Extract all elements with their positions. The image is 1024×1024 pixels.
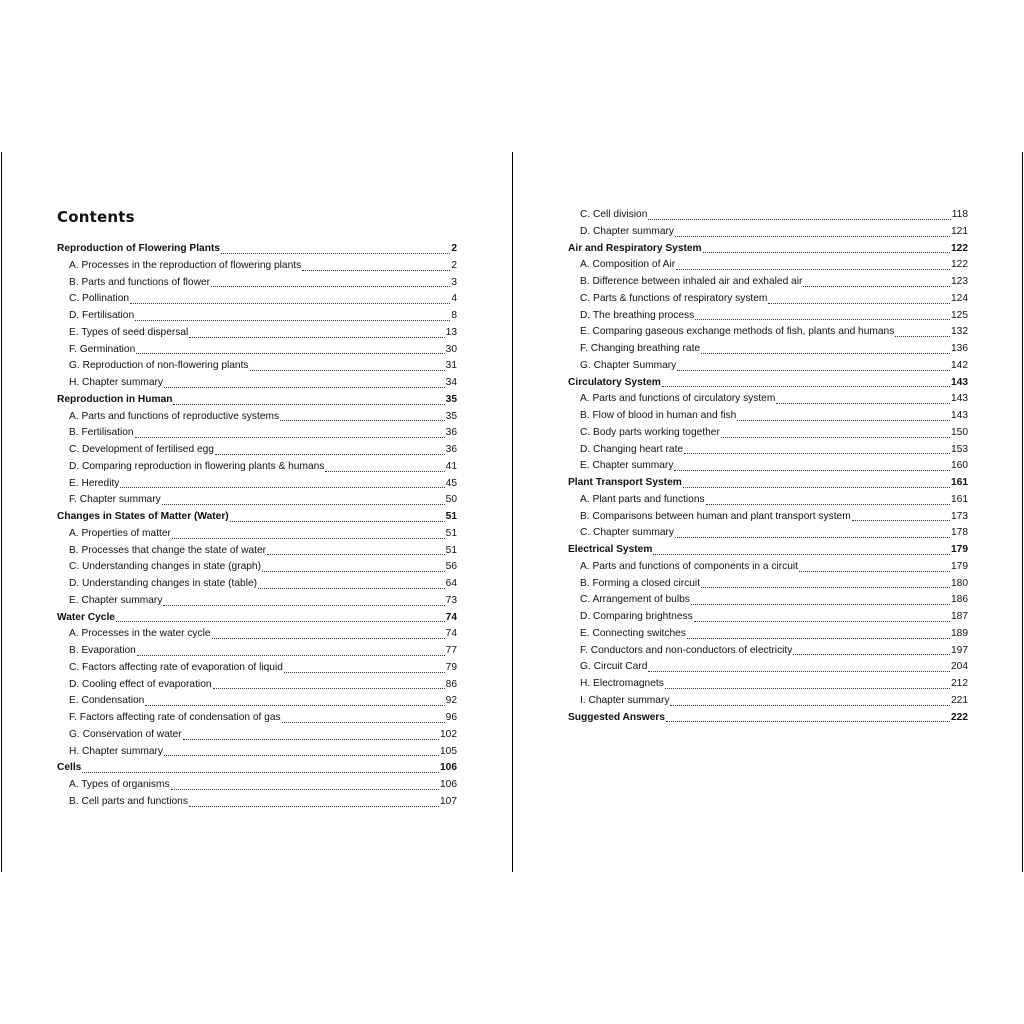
toc-entry-label: D. Cooling effect of evaporation bbox=[69, 678, 212, 690]
toc-page-number: 51 bbox=[445, 544, 457, 556]
toc-page-number: 136 bbox=[951, 343, 968, 354]
toc-entry-label: B. Evaporation bbox=[69, 645, 136, 656]
toc-page-number: 3 bbox=[451, 276, 457, 288]
toc-page-number: 118 bbox=[951, 209, 968, 220]
dot-leader bbox=[163, 605, 444, 606]
toc-page-number: 4 bbox=[451, 293, 457, 305]
toc-entry-label: A. Plant parts and functions bbox=[580, 493, 705, 505]
dot-leader bbox=[136, 353, 444, 354]
toc-entry-d-comparing-reproduction-in-flowering-plants-humans[interactable] bbox=[57, 459, 457, 476]
toc-entry-b-evaporation[interactable] bbox=[57, 643, 457, 660]
toc-right-column bbox=[568, 207, 968, 726]
dot-leader bbox=[776, 403, 950, 404]
toc-entry-label: B. Fertilisation bbox=[69, 427, 134, 439]
dot-leader bbox=[120, 487, 444, 488]
toc-entry-c-chapter-summary[interactable] bbox=[568, 525, 968, 542]
toc-page-number: 8 bbox=[451, 310, 457, 321]
toc-entry-label: G. Chapter Summary bbox=[580, 359, 677, 371]
toc-entry-label: G. Circuit Card bbox=[580, 661, 648, 673]
toc-entry-label: Reproduction in Human bbox=[57, 393, 173, 405]
toc-page-number: 73 bbox=[445, 594, 457, 606]
dot-leader bbox=[703, 252, 950, 253]
toc-page-number: 45 bbox=[445, 477, 457, 489]
toc-page-number: 31 bbox=[445, 360, 457, 372]
toc-entry-label: Changes in States of Matter (Water) bbox=[57, 511, 229, 522]
toc-page-number: 153 bbox=[951, 443, 968, 455]
toc-entry-label: F. Conductors and non-conductors of electricity bbox=[580, 644, 793, 656]
toc-entry-label: C. Factors affecting rate of evaporation of liquid bbox=[69, 661, 283, 673]
dot-leader bbox=[130, 303, 450, 304]
toc-page-number: 161 bbox=[951, 477, 968, 488]
toc-entry-e-chapter-summary[interactable] bbox=[568, 458, 968, 475]
toc-page-number: 123 bbox=[951, 276, 968, 287]
toc-entry-label: Air and Respiratory System bbox=[568, 242, 702, 254]
toc-entry-f-conductors-and-non-conductors-of-electricity[interactable] bbox=[568, 643, 968, 660]
toc-entry-g-circuit-card[interactable] bbox=[568, 659, 968, 676]
toc-entry-label: C. Parts & functions of respiratory system bbox=[580, 292, 768, 304]
toc-entry-label: E. Comparing gaseous exchange methods of fish, plants and humans bbox=[580, 326, 895, 338]
toc-entry-a-properties-of-matter[interactable] bbox=[57, 526, 457, 543]
dot-leader bbox=[215, 454, 445, 455]
toc-entry-d-understanding-changes-in-state-table[interactable] bbox=[57, 576, 457, 593]
toc-page-number: 86 bbox=[445, 678, 457, 690]
left-page-edge bbox=[1, 152, 2, 872]
dot-leader bbox=[221, 253, 450, 254]
toc-entry-label: A. Parts and functions of components in a circuit bbox=[580, 560, 799, 572]
toc-page-number: 56 bbox=[445, 561, 457, 573]
toc-entry-label: Cells bbox=[57, 762, 82, 774]
toc-entry-label: D. Chapter summary bbox=[580, 225, 674, 237]
toc-entry-g-reproduction-of-non-flowering-plants[interactable] bbox=[57, 358, 457, 375]
toc-entry-label: A. Types of organisms bbox=[69, 779, 170, 790]
dot-leader bbox=[267, 554, 445, 555]
toc-entry-d-changing-heart-rate[interactable] bbox=[568, 442, 968, 459]
toc-entry-a-parts-and-functions-of-circulatory-system[interactable] bbox=[568, 391, 968, 408]
toc-entry-label: E. Chapter summary bbox=[69, 594, 163, 606]
toc-section-cells[interactable] bbox=[57, 760, 457, 777]
toc-entry-d-fertilisation[interactable] bbox=[57, 308, 457, 325]
toc-page-number: 79 bbox=[445, 661, 457, 673]
toc-page-number: 77 bbox=[445, 645, 457, 656]
toc-entry-b-forming-a-closed-circuit[interactable] bbox=[568, 576, 968, 593]
toc-entry-label: F. Germination bbox=[69, 343, 136, 355]
toc-entry-a-parts-and-functions-of-reproductive-systems[interactable] bbox=[57, 409, 457, 426]
toc-entry-a-processes-in-the-reproduction-of-flowering-plants[interactable] bbox=[57, 258, 457, 275]
dot-leader bbox=[262, 571, 445, 572]
toc-left-column bbox=[57, 241, 457, 811]
dot-leader bbox=[768, 303, 950, 304]
toc-page-number: 2 bbox=[451, 243, 457, 254]
toc-entry-label: B. Forming a closed circuit bbox=[580, 577, 701, 589]
toc-page-number: 121 bbox=[951, 225, 968, 237]
toc-section-changes-in-states-of-matter-water[interactable] bbox=[57, 509, 457, 526]
toc-entry-label: D. Understanding changes in state (table) bbox=[69, 578, 258, 589]
toc-page-number: 179 bbox=[951, 544, 968, 555]
toc-entry-label: B. Cell parts and functions bbox=[69, 795, 188, 807]
toc-entry-d-cooling-effect-of-evaporation[interactable] bbox=[57, 677, 457, 694]
dot-leader bbox=[683, 487, 950, 488]
dot-leader bbox=[284, 672, 445, 673]
dot-leader bbox=[135, 320, 450, 321]
dot-leader bbox=[189, 806, 439, 807]
dot-leader bbox=[701, 353, 950, 354]
toc-entry-f-changing-breathing-rate[interactable] bbox=[568, 341, 968, 358]
toc-page-number: 197 bbox=[951, 644, 968, 656]
toc-entry-c-factors-affecting-rate-of-evaporation-of-liquid[interactable] bbox=[57, 660, 457, 677]
toc-entry-label: E. Connecting switches bbox=[580, 627, 686, 639]
toc-entry-label: A. Processes in the reproduction of flowering plants bbox=[69, 259, 302, 271]
dot-leader bbox=[674, 470, 950, 471]
dot-leader bbox=[684, 453, 950, 454]
toc-entry-label: D. The breathing process bbox=[580, 309, 695, 321]
dot-leader bbox=[162, 504, 445, 505]
page-title: Contents bbox=[57, 208, 135, 226]
dot-leader bbox=[212, 638, 445, 639]
dot-leader bbox=[691, 604, 950, 605]
toc-entry-a-types-of-organisms[interactable] bbox=[57, 777, 457, 794]
dot-leader bbox=[183, 739, 439, 740]
toc-page-number: 36 bbox=[445, 444, 457, 455]
toc-entry-b-cell-parts-and-functions[interactable] bbox=[57, 794, 457, 811]
toc-entry-label: Reproduction of Flowering Plants bbox=[57, 243, 220, 254]
dot-leader bbox=[250, 370, 445, 371]
toc-entry-label: I. Chapter summary bbox=[580, 694, 670, 706]
toc-entry-b-processes-that-change-the-state-of-water[interactable] bbox=[57, 543, 457, 560]
toc-page-number: 143 bbox=[951, 393, 968, 405]
toc-entry-e-types-of-seed-dispersal[interactable] bbox=[57, 325, 457, 342]
toc-page-number: 105 bbox=[440, 745, 457, 757]
toc-entry-label: F. Changing breathing rate bbox=[580, 343, 701, 354]
toc-entry-f-chapter-summary[interactable] bbox=[57, 492, 457, 509]
toc-entry-c-body-parts-working-together[interactable] bbox=[568, 425, 968, 442]
toc-page-number: 102 bbox=[440, 728, 457, 740]
toc-page-number: 125 bbox=[951, 309, 968, 321]
toc-page-number: 96 bbox=[445, 712, 457, 723]
toc-entry-label: H. Chapter summary bbox=[69, 377, 163, 388]
toc-page-number: 142 bbox=[951, 359, 968, 371]
dot-leader bbox=[648, 219, 950, 220]
toc-entry-label: A. Parts and functions of circulatory system bbox=[580, 393, 776, 405]
toc-entry-d-the-breathing-process[interactable] bbox=[568, 308, 968, 325]
toc-entry-label: E. Types of seed dispersal bbox=[69, 326, 189, 338]
dot-leader bbox=[145, 705, 444, 706]
dot-leader bbox=[164, 755, 439, 756]
dot-leader bbox=[173, 404, 444, 405]
toc-entry-e-heredity[interactable] bbox=[57, 476, 457, 493]
toc-page-number: 143 bbox=[951, 410, 968, 421]
toc-entry-label: E. Condensation bbox=[69, 695, 145, 707]
dot-leader bbox=[653, 554, 950, 555]
dot-leader bbox=[675, 537, 950, 538]
dot-leader bbox=[670, 705, 950, 706]
toc-entry-label: C. Development of fertilised egg bbox=[69, 444, 214, 455]
toc-entry-i-chapter-summary[interactable] bbox=[568, 693, 968, 710]
dot-leader bbox=[799, 571, 950, 572]
toc-entry-label: E. Heredity bbox=[69, 477, 120, 489]
dot-leader bbox=[116, 621, 445, 622]
toc-entry-c-cell-division[interactable] bbox=[568, 207, 968, 224]
dot-leader bbox=[793, 654, 950, 655]
toc-entry-label: A. Properties of matter bbox=[69, 527, 171, 539]
dot-leader bbox=[302, 270, 450, 271]
toc-section-electrical-system[interactable] bbox=[568, 542, 968, 559]
toc-section-air-and-respiratory-system[interactable] bbox=[568, 241, 968, 258]
toc-page-number: 132 bbox=[951, 326, 968, 338]
toc-page-number: 50 bbox=[445, 494, 457, 506]
toc-entry-label: C. Body parts working together bbox=[580, 426, 720, 438]
toc-section-suggested-answers[interactable] bbox=[568, 710, 968, 727]
toc-page-number: 41 bbox=[445, 460, 457, 472]
dot-leader bbox=[280, 420, 445, 421]
dot-leader bbox=[695, 319, 950, 320]
toc-page-number: 143 bbox=[951, 376, 968, 388]
toc-page-number: 74 bbox=[445, 628, 457, 640]
toc-entry-b-fertilisation[interactable] bbox=[57, 425, 457, 442]
toc-entry-label: D. Fertilisation bbox=[69, 310, 135, 321]
toc-page-number: 178 bbox=[951, 527, 968, 539]
toc-page-number: 30 bbox=[445, 343, 457, 355]
dot-leader bbox=[694, 621, 950, 622]
toc-page-number: 189 bbox=[951, 627, 968, 639]
toc-entry-a-processes-in-the-water-cycle[interactable] bbox=[57, 626, 457, 643]
toc-entry-label: C. Chapter summary bbox=[580, 527, 674, 539]
right-page-edge bbox=[1022, 152, 1023, 872]
toc-entry-label: D. Changing heart rate bbox=[580, 443, 684, 455]
toc-entry-e-chapter-summary[interactable] bbox=[57, 593, 457, 610]
toc-entry-h-chapter-summary[interactable] bbox=[57, 744, 457, 761]
toc-entry-label: A. Processes in the water cycle bbox=[69, 628, 211, 640]
toc-page-number: 204 bbox=[951, 661, 968, 673]
dot-leader bbox=[137, 655, 445, 656]
toc-page-number: 150 bbox=[951, 426, 968, 438]
toc-page-number: 212 bbox=[951, 678, 968, 689]
dot-leader bbox=[701, 587, 950, 588]
toc-entry-label: C. Cell division bbox=[580, 209, 648, 220]
toc-entry-label: Suggested Answers bbox=[568, 711, 665, 723]
toc-page-number: 161 bbox=[951, 493, 968, 505]
toc-page-number: 124 bbox=[951, 292, 968, 304]
toc-page-number: 122 bbox=[951, 259, 968, 271]
toc-entry-label: H. Electromagnets bbox=[580, 678, 664, 689]
toc-page-number: 36 bbox=[445, 427, 457, 439]
toc-entry-h-chapter-summary[interactable] bbox=[57, 375, 457, 392]
toc-section-plant-transport-system[interactable] bbox=[568, 475, 968, 492]
dot-leader bbox=[171, 789, 439, 790]
toc-entry-c-development-of-fertilised-egg[interactable] bbox=[57, 442, 457, 459]
dot-leader bbox=[662, 386, 950, 387]
toc-entry-label: Water Cycle bbox=[57, 611, 115, 623]
dot-leader bbox=[164, 387, 445, 388]
dot-leader bbox=[82, 772, 439, 773]
toc-entry-label: D. Comparing reproduction in flowering plants & humans bbox=[69, 460, 325, 472]
toc-entry-label: C. Arrangement of bulbs bbox=[580, 594, 690, 606]
toc-page-number: 35 bbox=[445, 410, 457, 422]
toc-entry-e-condensation[interactable] bbox=[57, 693, 457, 710]
toc-page-number: 106 bbox=[440, 779, 457, 790]
dot-leader bbox=[721, 437, 950, 438]
toc-entry-b-parts-and-functions-of-flower[interactable] bbox=[57, 275, 457, 292]
toc-page-number: 35 bbox=[445, 393, 457, 405]
toc-entry-f-germination[interactable] bbox=[57, 342, 457, 359]
dot-leader bbox=[675, 236, 950, 237]
toc-entry-label: Electrical System bbox=[568, 544, 653, 555]
toc-entry-b-flow-of-blood-in-human-and-fish[interactable] bbox=[568, 408, 968, 425]
toc-entry-e-connecting-switches[interactable] bbox=[568, 626, 968, 643]
toc-page-number: 160 bbox=[951, 460, 968, 472]
dot-leader bbox=[325, 471, 444, 472]
toc-entry-g-chapter-summary[interactable] bbox=[568, 358, 968, 375]
toc-page-number: 222 bbox=[951, 711, 968, 723]
toc-page-number: 51 bbox=[445, 527, 457, 539]
toc-entry-label: B. Comparisons between human and plant transport system bbox=[580, 510, 851, 522]
toc-entry-c-pollination[interactable] bbox=[57, 291, 457, 308]
dot-leader bbox=[666, 721, 950, 722]
toc-page-number: 34 bbox=[445, 377, 457, 388]
dot-leader bbox=[282, 722, 445, 723]
toc-entry-a-plant-parts-and-functions[interactable] bbox=[568, 492, 968, 509]
toc-page-number: 51 bbox=[445, 511, 457, 522]
toc-entry-label: F. Factors affecting rate of condensation of gas bbox=[69, 712, 281, 723]
toc-entry-label: B. Flow of blood in human and fish bbox=[580, 410, 737, 421]
toc-entry-label: D. Comparing brightness bbox=[580, 611, 693, 622]
toc-page-number: 221 bbox=[951, 694, 968, 706]
dot-leader bbox=[895, 336, 950, 337]
toc-page-number: 122 bbox=[951, 242, 968, 254]
dot-leader bbox=[665, 688, 950, 689]
toc-entry-d-chapter-summary[interactable] bbox=[568, 224, 968, 241]
toc-entry-label: Plant Transport System bbox=[568, 477, 682, 488]
toc-page-number: 186 bbox=[951, 594, 968, 606]
toc-entry-label: Circulatory System bbox=[568, 376, 661, 388]
toc-entry-a-composition-of-air[interactable] bbox=[568, 257, 968, 274]
toc-section-reproduction-of-flowering-plants[interactable] bbox=[57, 241, 457, 258]
toc-entry-label: A. Parts and functions of reproductive systems bbox=[69, 410, 280, 422]
toc-page-number: 13 bbox=[445, 326, 457, 338]
toc-page-number: 187 bbox=[951, 611, 968, 622]
toc-entry-b-comparisons-between-human-and-plant-transport-system[interactable] bbox=[568, 509, 968, 526]
toc-page-number: 2 bbox=[451, 259, 457, 271]
toc-entry-label: G. Reproduction of non-flowering plants bbox=[69, 360, 249, 372]
dot-leader bbox=[189, 337, 444, 338]
toc-entry-label: A. Composition of Air bbox=[580, 259, 676, 271]
dot-leader bbox=[803, 286, 950, 287]
toc-section-reproduction-in-human[interactable] bbox=[57, 392, 457, 409]
dot-leader bbox=[676, 269, 950, 270]
toc-entry-label: E. Chapter summary bbox=[580, 460, 674, 472]
dot-leader bbox=[687, 638, 950, 639]
dot-leader bbox=[211, 286, 450, 287]
toc-page-number: 74 bbox=[445, 611, 457, 623]
toc-page-number: 92 bbox=[445, 695, 457, 707]
toc-entry-label: G. Conservation of water bbox=[69, 728, 182, 740]
toc-entry-c-arrangement-of-bulbs[interactable] bbox=[568, 592, 968, 609]
dot-leader bbox=[172, 538, 445, 539]
toc-entry-label: C. Understanding changes in state (graph) bbox=[69, 561, 261, 573]
page-divider bbox=[512, 152, 513, 872]
toc-page-number: 173 bbox=[951, 510, 968, 522]
toc-entry-e-comparing-gaseous-exchange-methods-of-fish-plants-and-humans[interactable] bbox=[568, 324, 968, 341]
toc-entry-label: H. Chapter summary bbox=[69, 745, 163, 757]
dot-leader bbox=[852, 520, 950, 521]
toc-page-number: 107 bbox=[440, 795, 457, 807]
toc-entry-label: B. Parts and functions of flower bbox=[69, 276, 210, 288]
toc-entry-c-parts-functions-of-respiratory-system[interactable] bbox=[568, 291, 968, 308]
dot-leader bbox=[135, 437, 445, 438]
toc-page-number: 106 bbox=[440, 762, 457, 774]
toc-entry-label: C. Pollination bbox=[69, 293, 130, 305]
toc-section-water-cycle[interactable] bbox=[57, 610, 457, 627]
toc-entry-label: F. Chapter summary bbox=[69, 494, 161, 506]
toc-page-number: 64 bbox=[445, 578, 457, 589]
dot-leader bbox=[230, 521, 445, 522]
toc-section-circulatory-system[interactable] bbox=[568, 375, 968, 392]
toc-entry-label: B. Processes that change the state of water bbox=[69, 544, 267, 556]
toc-entry-a-parts-and-functions-of-components-in-a-circuit[interactable] bbox=[568, 559, 968, 576]
dot-leader bbox=[258, 588, 445, 589]
toc-entry-h-electromagnets[interactable] bbox=[568, 676, 968, 693]
toc-page-number: 180 bbox=[951, 577, 968, 589]
dot-leader bbox=[648, 671, 950, 672]
toc-entry-d-comparing-brightness[interactable] bbox=[568, 609, 968, 626]
dot-leader bbox=[677, 370, 950, 371]
toc-entry-b-difference-between-inhaled-air-and-exhaled-air[interactable] bbox=[568, 274, 968, 291]
toc-page-number: 179 bbox=[951, 560, 968, 572]
dot-leader bbox=[737, 420, 950, 421]
dot-leader bbox=[706, 504, 950, 505]
toc-entry-g-conservation-of-water[interactable] bbox=[57, 727, 457, 744]
toc-entry-f-factors-affecting-rate-of-condensation-of-gas[interactable] bbox=[57, 710, 457, 727]
toc-entry-c-understanding-changes-in-state-graph[interactable] bbox=[57, 559, 457, 576]
dot-leader bbox=[213, 688, 445, 689]
toc-entry-label: B. Difference between inhaled air and exhaled air bbox=[580, 276, 803, 287]
